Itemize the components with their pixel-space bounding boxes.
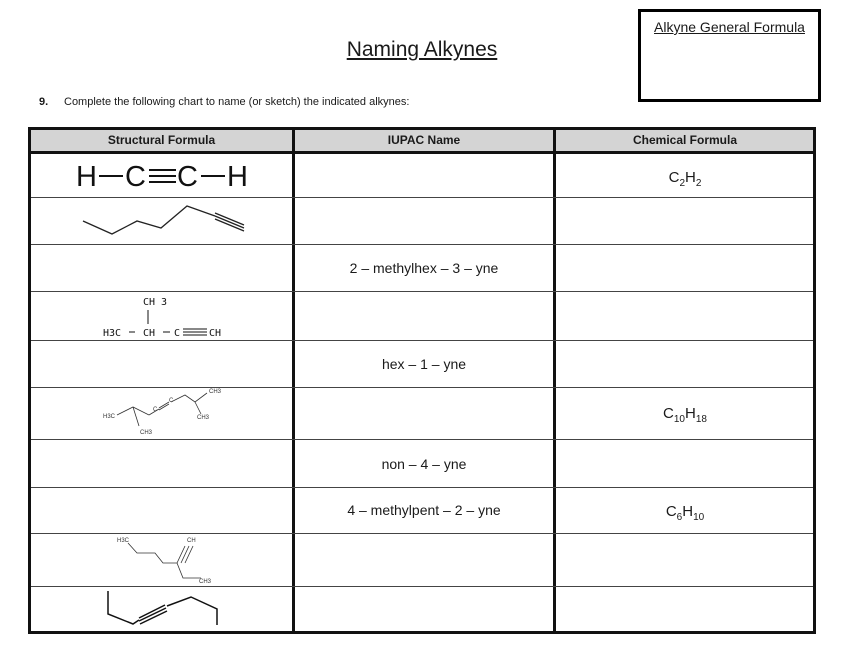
svg-text:CH3: CH3 <box>199 579 212 585</box>
page-title: Naming Alkynes <box>346 38 498 61</box>
svg-text:CH3: CH3 <box>197 415 210 421</box>
question-prompt <box>39 96 409 108</box>
branched-alkyne-skeletal <box>128 543 201 578</box>
atom-h: H <box>227 161 248 193</box>
svg-text:C: C <box>174 328 181 339</box>
svg-text:H3C: H3C <box>103 414 116 420</box>
chemical-formula-row8: $C_6H_{10}$ <box>665 503 705 523</box>
question-text: Complete the following chart to name (or sketch) the indicated alkynes: <box>64 96 410 108</box>
chemical-formula-row1: $C_2H_2$ <box>668 169 702 189</box>
general-formula-title: Alkyne General Formula <box>654 19 805 35</box>
group-ch3: CH 3 <box>143 297 168 308</box>
svg-text:C: C <box>169 398 174 404</box>
header-chemical-formula: Chemical Formula <box>632 133 738 147</box>
group-ch: CH <box>143 328 156 339</box>
iupac-name-row8: 4 – methylpent – 2 – yne <box>347 502 501 518</box>
column-divider <box>292 130 295 631</box>
svg-text:C: C <box>153 407 158 413</box>
question-number: 9. <box>39 96 49 108</box>
svg-text:CH: CH <box>187 538 196 544</box>
group-ch: CH <box>209 328 222 339</box>
iupac-name-row7: non – 4 – yne <box>381 456 467 472</box>
iupac-name-row5: hex – 1 – yne <box>381 356 467 372</box>
heptyne-skeletal <box>83 206 244 234</box>
group-h3c: H3C <box>103 328 122 339</box>
structural-drawings <box>31 130 292 637</box>
acetylene-structure <box>76 161 248 193</box>
atom-c: C <box>177 161 198 193</box>
methylbutyne-condensed <box>103 297 221 339</box>
column-divider <box>553 130 556 631</box>
svg-text:H3C: H3C <box>117 538 130 544</box>
header-structural-formula: Structural Formula <box>107 133 216 147</box>
octyne-skeletal <box>108 591 217 625</box>
iupac-name-row3: 2 – methylhex – 3 – yne <box>349 260 499 276</box>
svg-text:CH3: CH3 <box>209 389 222 395</box>
svg-text:CH3: CH3 <box>140 430 153 436</box>
alkyne-table <box>28 127 816 634</box>
chemical-formula-row6: $C_{10}H_{18}$ <box>663 405 707 425</box>
atom-h: H <box>76 161 97 193</box>
atom-c: C <box>125 161 146 193</box>
header-iupac-name: IUPAC Name <box>387 133 461 147</box>
dimethyloctyne-skeletal <box>117 393 207 426</box>
